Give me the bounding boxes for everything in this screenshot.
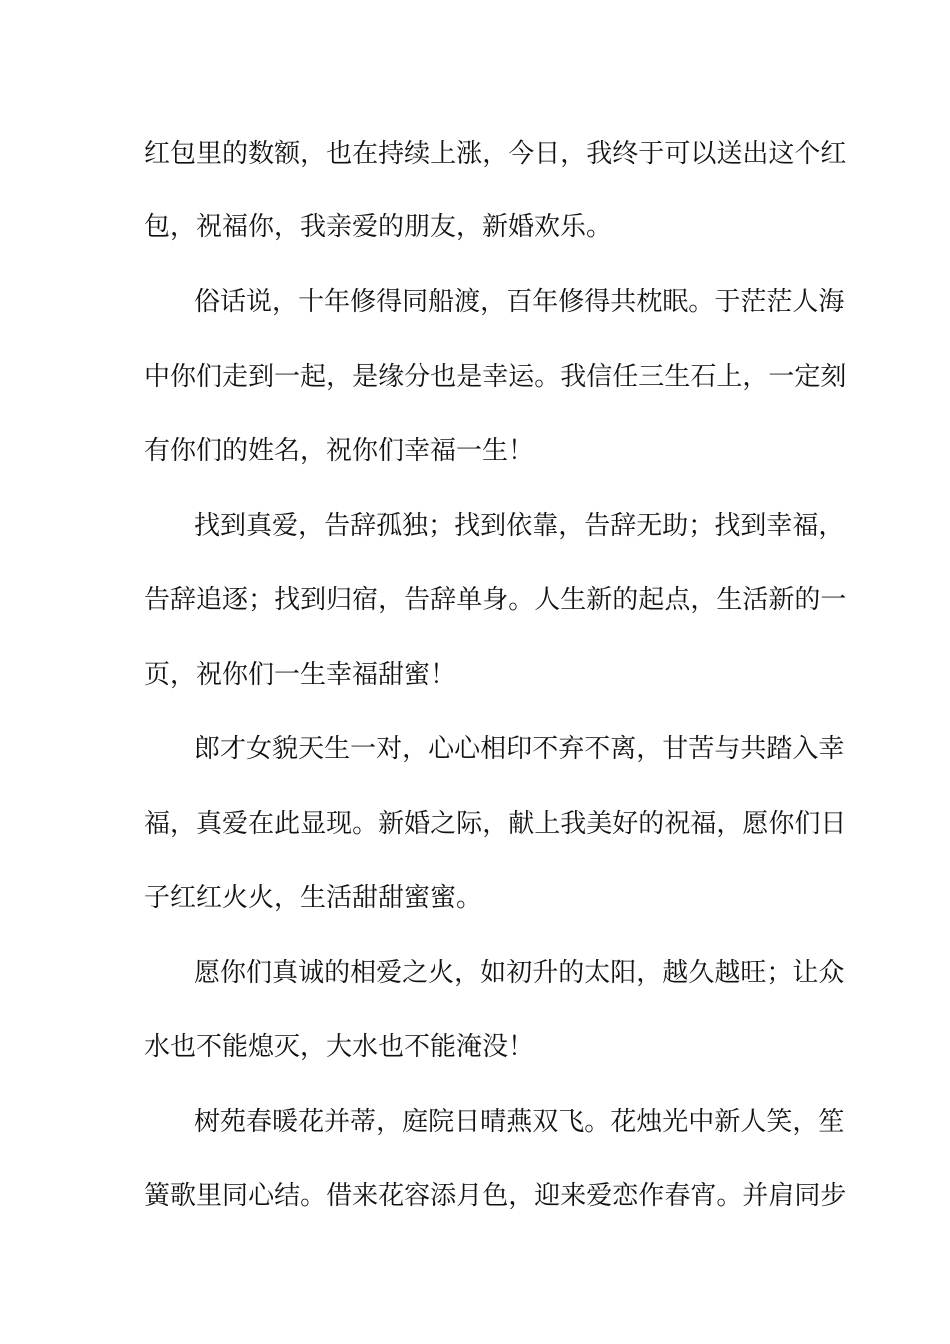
text-line-4: 中 你 们 走 到 一 起 ， 是 缘 分 也 是 幸 运 。 我 信 任 三 生 石 上 ， 一 定 刻 [144, 362, 847, 392]
text-line-13: 水也不能熄灭，大水也不能淹没！ [144, 1032, 535, 1062]
text-line-12: 愿 你 们 真 诚 的 相 爱 之 火 ， 如 初 升 的 太 阳 ， 越 久 越 旺 ； 让 众 [194, 958, 845, 988]
text-line-11: 子红红火火，生活甜甜蜜蜜。 [144, 883, 483, 913]
text-line-15: 簧 歌 里 同 心 结 。 借 来 花 容 添 月 色 ， 迎 来 爱 恋 作 春 宵 。 并 肩 同 步 [144, 1181, 847, 1211]
text-line-9: 郎 才 女 貌 天 生 一 对 ， 心 心 相 印 不 弃 不 离 ， 甘 苦 与 共 踏 入 幸 [194, 734, 845, 764]
text-line-5: 有你们的姓名，祝你们幸福一生！ [144, 436, 535, 466]
text-line-10: 福 ， 真 爱 在 此 显 现 。 新 婚 之 际 ， 献 上 我 美 好 的 祝 福 ， 愿 你 们 日 [144, 809, 847, 839]
text-line-3: 俗 话 说 ， 十 年 修 得 同 船 渡 ， 百 年 修 得 共 枕 眠 。 于 茫 茫 人 海 [194, 287, 845, 317]
text-line-2: 包，祝福你，我亲爱的朋友，新婚欢乐。 [144, 212, 613, 242]
text-line-8: 页，祝你们一生幸福甜蜜！ [144, 660, 457, 690]
text-line-7: 告 辞 追 逐 ； 找 到 归 宿 ， 告 辞 单 身 。 人 生 新 的 起 点 ， 生 活 新 的 一 [144, 585, 847, 615]
text-line-14: 树 苑 春 暖 花 并 蒂 ， 庭 院 日 晴 燕 双 飞 。 花 烛 光 中 新 人 笑 ， 笙 [194, 1107, 845, 1137]
text-line-1: 红 包 里 的 数 额 ， 也 在 持 续 上 涨 ， 今 日 ， 我 终 于 可 以 送 出 这 个 红 [144, 139, 847, 169]
text-line-6: 找 到 真 爱 ， 告 辞 孤 独 ； 找 到 依 靠 ， 告 辞 无 助 ； 找 到 幸 福 ， [194, 511, 845, 541]
